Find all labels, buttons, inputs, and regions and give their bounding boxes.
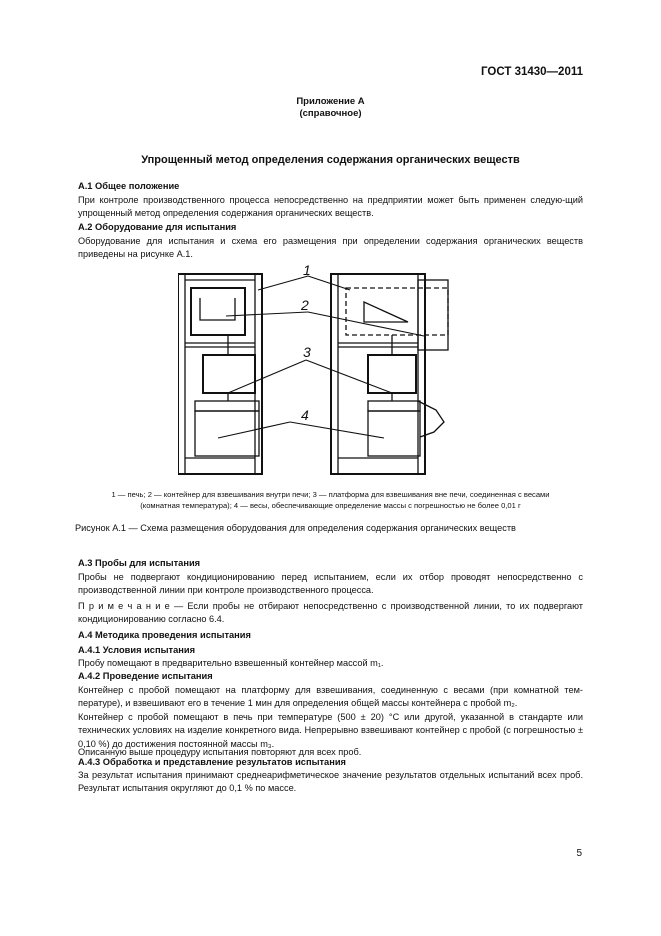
oven-left bbox=[191, 288, 245, 335]
equipment-diagram bbox=[178, 262, 463, 477]
subsection-text-a42-p3: Описанную выше процедуру испытания повторяют для всех проб. bbox=[78, 747, 362, 757]
label-3: 3 bbox=[303, 344, 311, 360]
figure-legend-2: (комнатная температура); 4 — весы, обеспечивающие определение массы с погрешностью не более 0,01 г bbox=[140, 501, 521, 510]
section-heading-a1: А.1 Общее положение bbox=[78, 181, 180, 191]
platform-left bbox=[203, 355, 255, 393]
subsection-heading-a42: А.4.2 Проведение испытания bbox=[78, 671, 213, 681]
container-right bbox=[364, 302, 408, 322]
figure-caption: Рисунок А.1 — Схема размещения оборудования для определения содержания органических веществ bbox=[75, 523, 516, 533]
platform-right bbox=[368, 355, 416, 393]
subsection-text-a43: За результат испытания принимают среднеарифметическое значение результатов отдельных испытаний всех проб. Результат испытания округляют до 0,1 % по массе. bbox=[78, 770, 583, 794]
page-number: 5 bbox=[576, 848, 582, 859]
note-label: П р и м е ч а н и е bbox=[78, 601, 170, 611]
label-2: 2 bbox=[301, 297, 309, 313]
section-text-a2: Оборудование для испытания и схема его размещения при определении содержания органических веществ приведены на рисунке А.1. bbox=[78, 236, 583, 260]
section-heading-a4: А.4 Методика проведения испытания bbox=[78, 630, 251, 640]
section-text-a1: При контроле производственного процесса непосредственно на предприятии может быть применен следую-щий упрощенный метод определения содержания органических веществ. bbox=[78, 195, 583, 219]
standard-number: ГОСТ 31430—2011 bbox=[481, 66, 583, 78]
label-4: 4 bbox=[301, 407, 309, 423]
oven-frame-right bbox=[331, 274, 425, 474]
note-text: — Если пробы не отбирают непосредственно с производственной линии, то их подвергают кондиционированию согласно 6.4. bbox=[78, 601, 583, 625]
note bbox=[78, 600, 583, 627]
section-heading-a3: А.3 Пробы для испытания bbox=[78, 558, 201, 568]
section-text-a3: Пробы не подвергают кондиционированию перед испытанием, если их отбор проводят непосредственно с производственной линии при контроле производственного процесса. bbox=[78, 572, 583, 596]
subsection-heading-a43: А.4.3 Обработка и представление результатов испытания bbox=[78, 757, 346, 767]
subsection-text-a42-p1: Контейнер с пробой помещают на платформу для взвешивания, соединенную с весами (при комнатной тем-пературе), и взвешивают его в течение 1 мин для определения общей массы контейнера с пробой m₂. bbox=[78, 685, 583, 709]
annex-title: Упрощенный метод определения содержания органических веществ bbox=[141, 154, 520, 166]
appendix-label: Приложение А bbox=[296, 96, 365, 107]
label-1: 1 bbox=[303, 262, 311, 278]
section-heading-a2: А.2 Оборудование для испытания bbox=[78, 222, 237, 232]
appendix-kind: (справочное) bbox=[299, 108, 362, 119]
balance-right bbox=[368, 401, 420, 411]
container-left bbox=[200, 298, 235, 320]
subsection-text-a41: Пробу помещают в предварительно взвешенный контейнер массой m₁. bbox=[78, 658, 384, 668]
subsection-text-a42-p2: Контейнер с пробой помещают в печь при температуре (500 ± 20) °С или другой, указанной в стандарте или технических условиях на изделие конкретного вида. Непрерывно взвешивают контейнер с пробой (с погрешностью ± 0,10 %) до достижения постоянной массы m₃. bbox=[78, 712, 583, 749]
balance-left bbox=[195, 401, 259, 411]
subsection-heading-a41: А.4.1 Условия испытания bbox=[78, 645, 195, 655]
figure-legend-1: 1 — печь; 2 — контейнер для взвешивания внутри печи; 3 — платформа для взвешивания вне печи, соединенная с весами bbox=[111, 490, 550, 499]
oven-right bbox=[418, 280, 448, 350]
